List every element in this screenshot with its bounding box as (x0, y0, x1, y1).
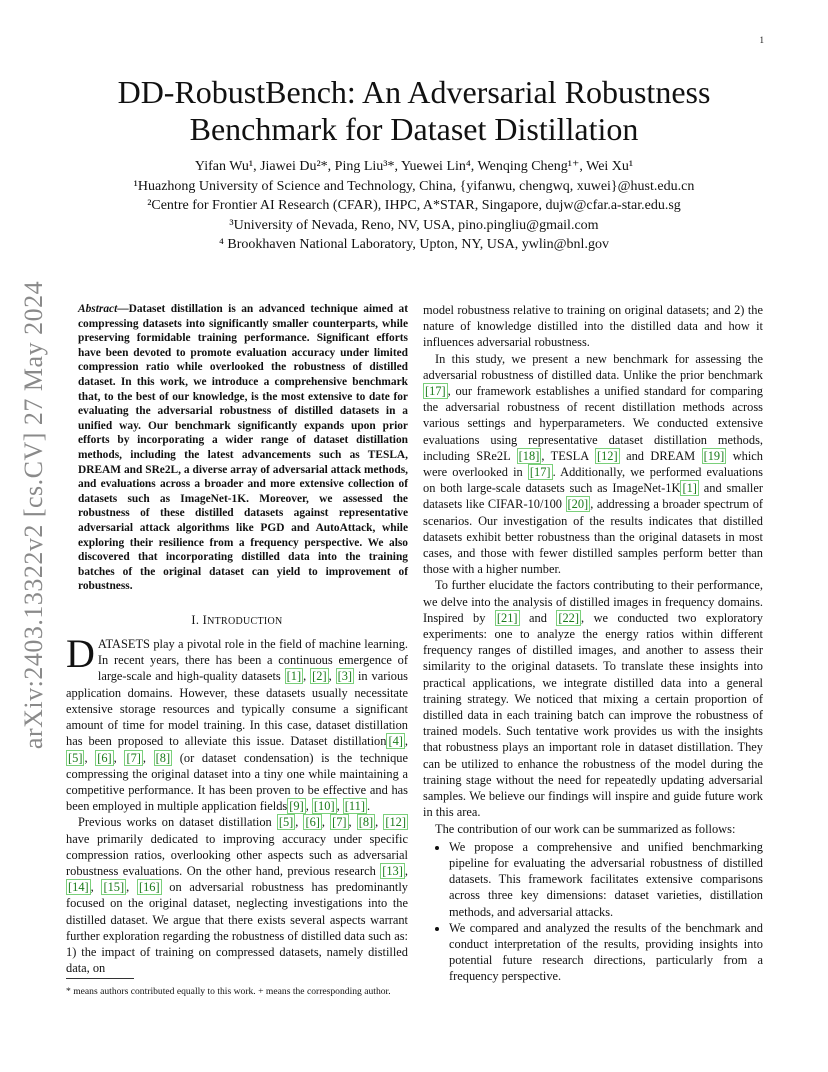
citation-link[interactable]: [6] (305, 815, 320, 830)
abstract-text: —Dataset distillation is an advanced technique aimed at compressing datasets into significantly smaller counterparts, while preserving formidable training performance. Significant efforts have been devoted to promote evaluation accuracy under limited compression ratio while overlooked the robustness of distilled dataset. In this work, we introduce a comprehensive benchmark that, to the best of our knowledge, is the most extensive to date for evaluating the adversarial robustness of distilled datasets in a unified way. Our benchmark significantly expands upon prior efforts by incorporating a wider range of dataset distillation methods, including the latest advancements such as TESLA, DREAM and SRe2L, a diverse array of adversarial attack methods, and evaluations across a broader and more extensive collection of datasets such as ImageNet-1K. Moreover, we assessed the robustness of these distilled datasets against representative adversarial attack algorithms like PGD and AutoAttack, while exploring their resilience from a frequency perspective. We also discovered that incorporating distilled data into the training batches of the original dataset can yield to improvement of robustness. (78, 303, 408, 593)
abstract (78, 302, 408, 594)
citation-link[interactable]: [4] (388, 734, 403, 749)
intro-paragraph-1: DATASETS play a pivotal role in the field of machine learning. In recent years, there has been a continuous emergence of large-scale and high-quality datasets [1] , [2] , [3] in various application domains. However, these datasets usually necessitate extensive storage resources and typically consume a significant amount of time for model training. In this case, dataset distillation has been proposed to alleviate this issue. Dataset distillation [4] , [5] , [6] , [7] , [8] (or dataset condensation) is the technique compressing the original dataset into a tiny one while maintaining a competitive performance. It has been proven to be effective and has been employed in multiple application fields [9] , [10] , [11] . (66, 631, 408, 814)
page-number: 1 (759, 35, 764, 45)
footnote (66, 986, 408, 998)
citation-link[interactable]: [5] (278, 815, 294, 830)
affiliation-2: ²Centre for Frontier AI Research (CFAR), IHPC, A*STAR, Singapore, dujw@cfar.a-star.edu.sg (147, 198, 681, 213)
contribution-item: • We compared and analyzed the results of the benchmark and conduct interpretation of the results, providing insights into potential future research directions, particularly from a frequency perspective. (449, 920, 763, 985)
citation-link[interactable]: [16] (138, 880, 160, 895)
section-heading-introduction: I. INTRODUCTION (191, 612, 283, 627)
drop-cap: D (66, 631, 95, 677)
affiliation-1: ¹Huazhong University of Science and Technology, China, {yifanwu, chengwq, xuwei}@hust.edu.cn (133, 178, 695, 194)
contribution-list (423, 839, 763, 985)
citation-link[interactable]: [2] (312, 669, 327, 684)
citation-link[interactable]: [10] (313, 799, 335, 814)
citation-link[interactable]: [17] (425, 384, 446, 399)
arxiv-sidebar (14, 270, 54, 760)
citation-link[interactable]: [9] (289, 799, 304, 814)
right-paragraph-0: model robustness relative to training on original datasets; and 2) the nature of knowledge distilled into the distilled data and how it influences adversarial robustness. (423, 303, 763, 350)
citation-link[interactable]: [17] (529, 465, 551, 480)
citation-link[interactable]: [12] (596, 448, 618, 463)
title-line-2: Benchmark for Dataset Distillation (189, 111, 639, 147)
citation-link[interactable]: [8] (155, 750, 171, 765)
citation-link[interactable]: [11] (344, 799, 365, 814)
footnote-rule (66, 978, 134, 979)
citation-link[interactable]: [14] (68, 880, 89, 895)
citation-link[interactable]: [12] (385, 815, 406, 830)
citation-link[interactable]: [7] (332, 815, 347, 830)
citation-link[interactable]: [22] (558, 610, 580, 625)
right-paragraph-3: The contribution of our work can be summarized as follows: (435, 821, 736, 836)
citation-link[interactable]: [15] (103, 880, 125, 895)
author-names: Yifan Wu¹, Jiawei Du²*, Ping Liu³*, Yuewei Lin⁴, Wenqing Cheng¹⁺, Wei Xu¹ (194, 159, 634, 174)
footnote-text: * means authors contributed equally to this work. + means the corresponding author. (66, 986, 391, 997)
contribution-item: • We propose a comprehensive and unified benchmarking pipeline for evaluating the adversarial robustness of distilled datasets. This framework facilitates extensive comparisons across three key dimensions: dataset varieties, distillation methods, and adversarial attacks. (449, 839, 763, 920)
abstract-label: Abstract (78, 303, 118, 315)
affiliation-3: ³University of Nevada, Reno, NV, USA, pino.pingliu@gmail.com (229, 217, 599, 233)
citation-link[interactable]: [3] (337, 669, 353, 684)
left-column (66, 302, 408, 976)
arxiv-identifier: arXiv:2403.13322v2 [cs.CV] 27 May 2024 (19, 280, 48, 750)
affiliation-4: ⁴ Brookhaven National Laboratory, Upton, NY, USA, ywlin@bnl.gov (219, 237, 609, 252)
right-paragraph-2: To further elucidate the factors contributing to their performance, we delve into the analysis of distilled images in frequency domains. Inspired by [21] and [22] , we conducted two exploratory experiments: one to analyze the energy ratios within different frequency ranges of distilled images, and another to assess their similarity to the original datasets. To translate these insights into practical applications, we integrate distilled data into a general training strategy. We noticed that mixing a certain proportion of distilled data in each training batch can improve the robustness of trained models. Such tentative work provides us with the insights that robustness plays an important role in dataset distillation. They can be utilized to enhance the robustness of the model during the training stage without the need for repeatedly updating adversarial samples. We believe our findings will inspire and guide future work in this area. (423, 578, 763, 820)
citation-link[interactable]: [19] (703, 448, 725, 463)
citation-link[interactable]: [13] (382, 863, 403, 878)
right-column (423, 302, 763, 985)
author-block (0, 157, 828, 255)
citation-link[interactable]: [5] (68, 750, 83, 765)
intro-paragraph-2: Previous works on dataset distillation [5] , [6] , [7] , [8] , [12] have primarily dedicated to improving accuracy under specific compression ratios, overlooking other aspects such as adversarial robustness evaluations. On the other hand, previous research [13] , [14] , [15] , [16] on adversarial robustness has predominantly focused on the original dataset, neglecting investigations into the distilled dataset. We argue that there exists several aspects warrant further exploration regarding the robustness of distilled data such as: 1) the impact of training on compressed datasets, namely distilled data, on (66, 815, 408, 976)
citation-link[interactable]: [1] (286, 669, 302, 684)
citation-link[interactable]: [21] (496, 610, 518, 625)
citation-link[interactable]: [20] (567, 497, 589, 512)
paper-title (0, 74, 828, 148)
citation-link[interactable]: [7] (126, 750, 141, 765)
title-line-1: DD-RobustBench: An Adversarial Robustness (117, 74, 711, 110)
citation-link[interactable]: [1] (682, 481, 697, 496)
citation-link[interactable]: [6] (97, 750, 112, 765)
citation-link[interactable]: [18] (518, 448, 540, 463)
right-paragraph-1: In this study, we present a new benchmark for assessing the adversarial robustness of distilled data. Unlike the prior benchmark [17] , our framework establishes a unified standard for comparing the adversarial robustness of recent distillation methods across various settings and hyperparameters. We conducted extensive evaluations using representative dataset distillation methods, including SRe2L [18] , TESLA [12] and DREAM [19] which were overlooked in [17] . Additionally, we performed evaluations on both large-scale datasets such as ImageNet-1K [1] and smaller datasets like CIFAR-10/100 [20] , addressing a broader spectrum of scenarios. Our investigation of the results indicates that distilled datasets exhibit better robustness than the original datasets in most cases, and those with fewer distilled samples perform better than those with a higher number. (423, 351, 764, 577)
citation-link[interactable]: [8] (358, 815, 374, 830)
